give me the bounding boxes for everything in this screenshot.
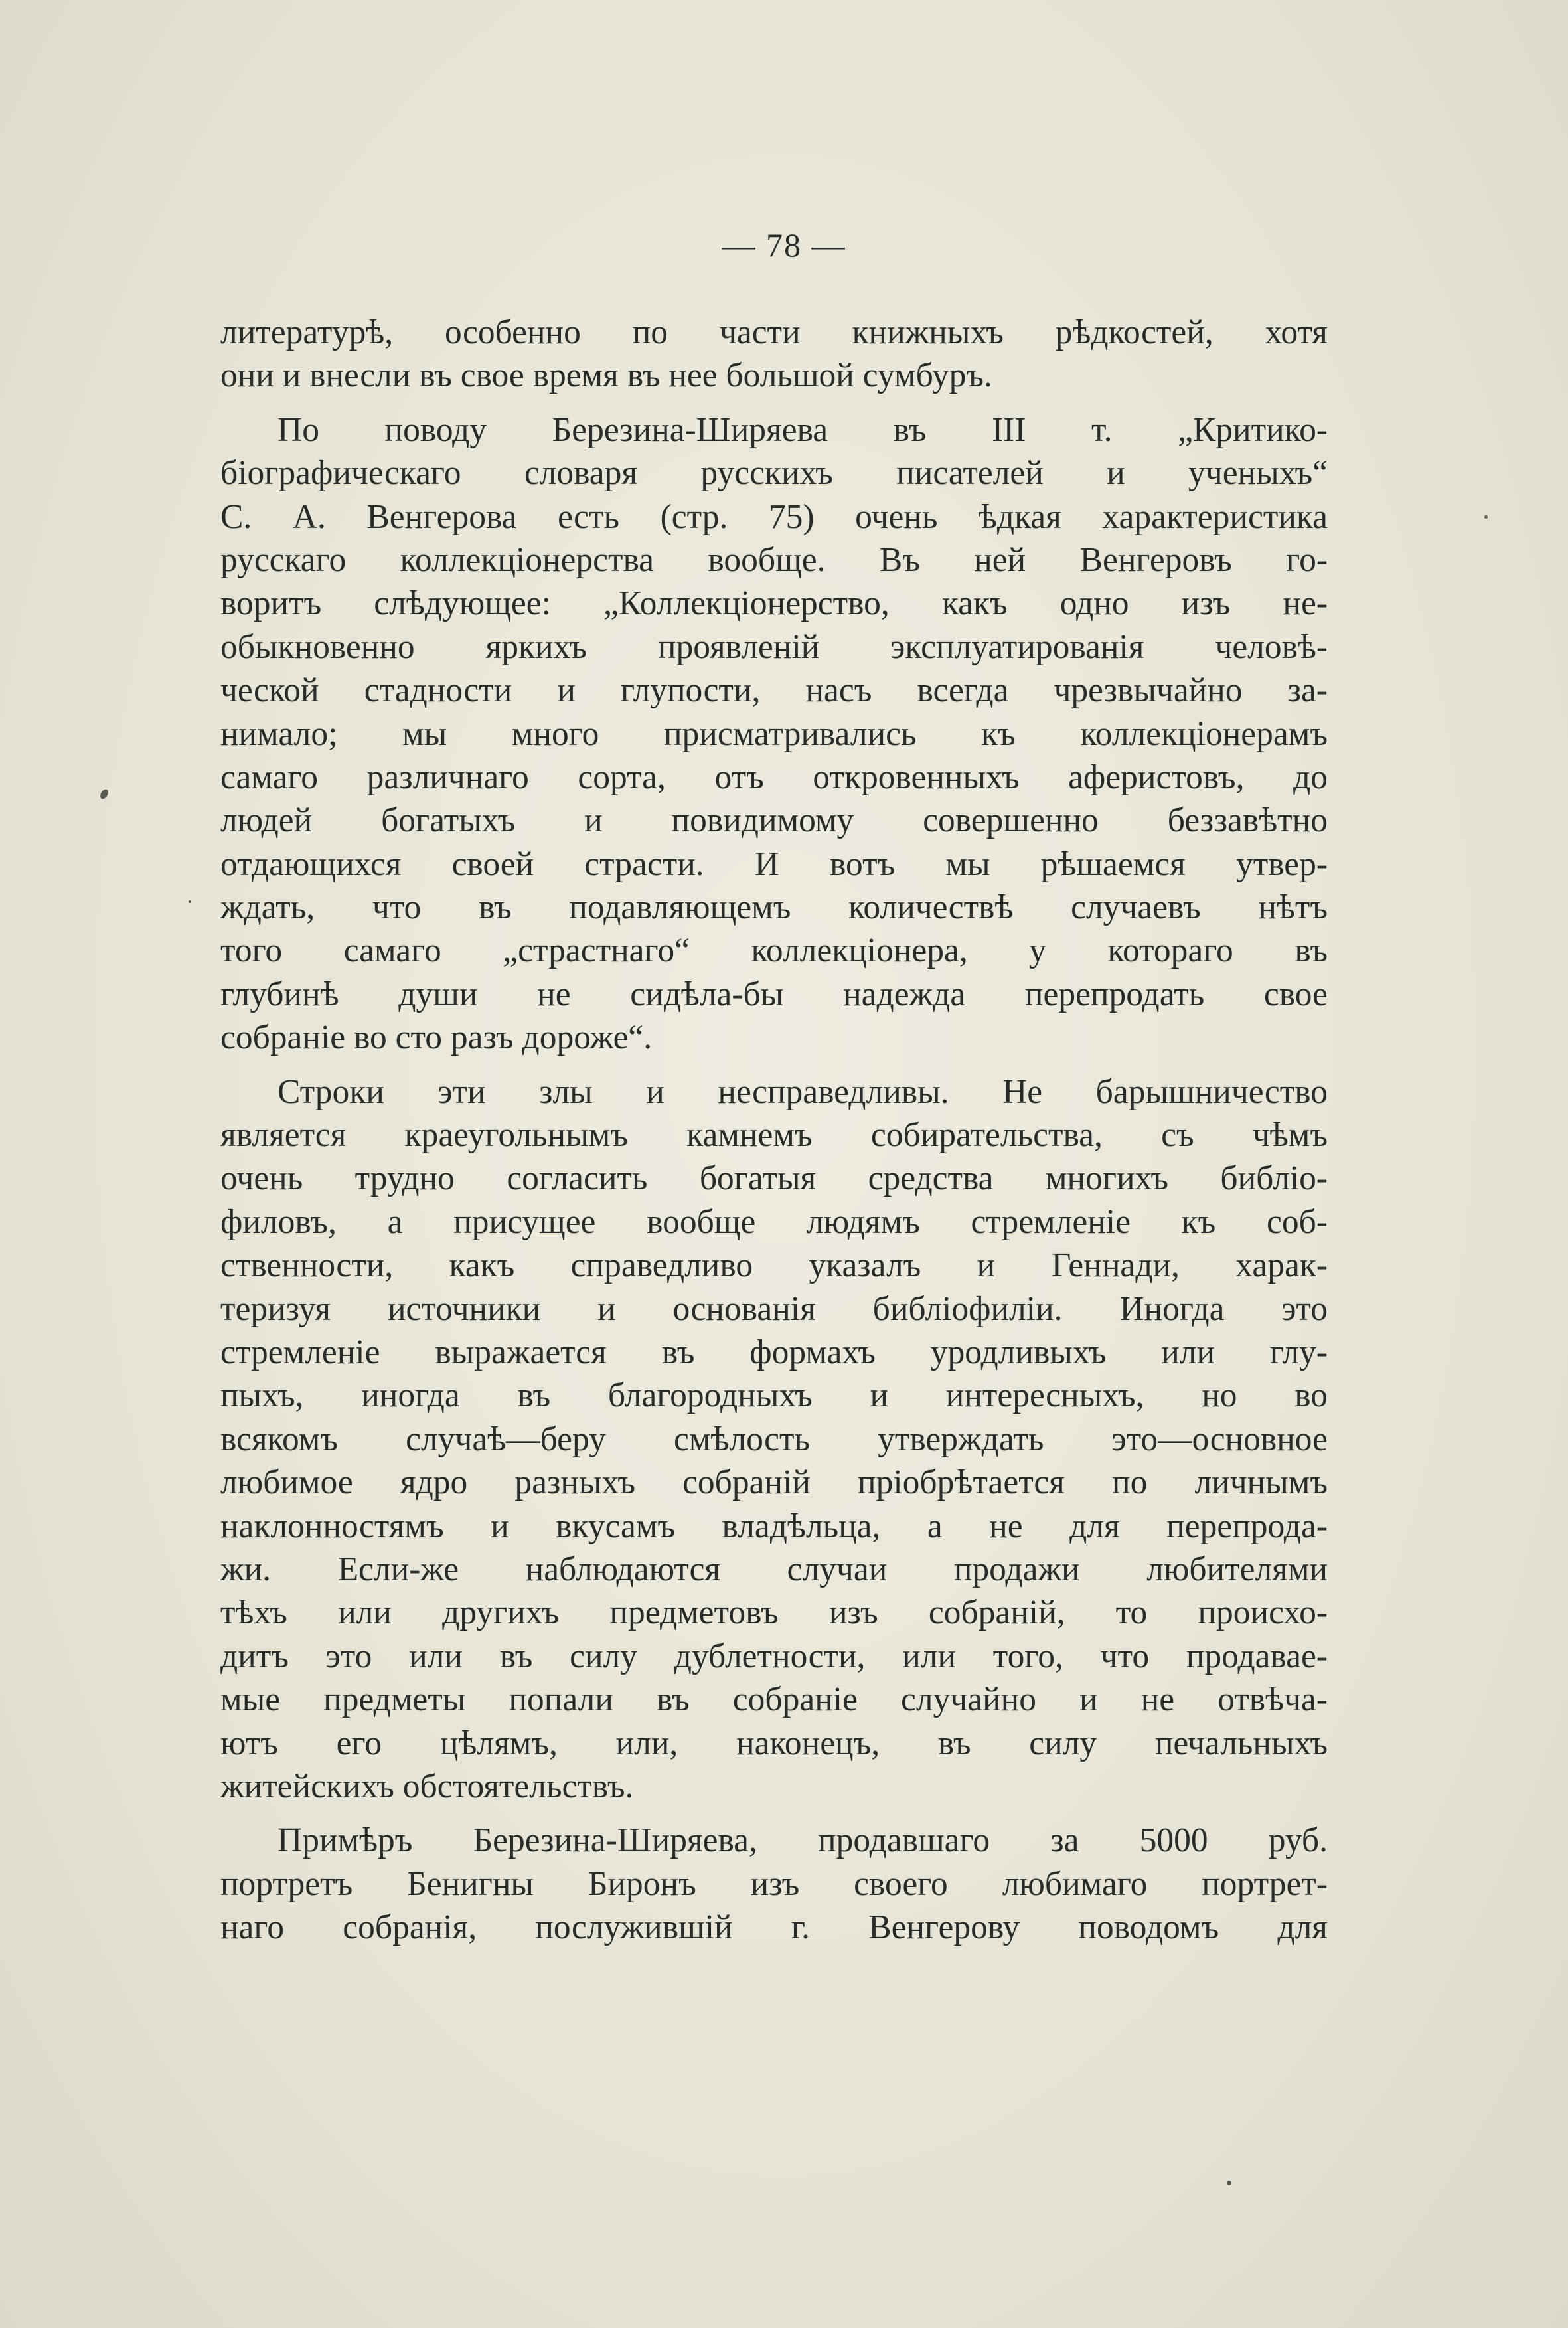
text-line: нимало; мы много присматривались къ коллекціонерамъ: [220, 714, 1328, 753]
text-line: глубинѣ души не сидѣла-бы надежда перепродать свое: [220, 975, 1328, 1013]
text-line: наго собранія, послужившій г. Венгерову поводомъ для: [220, 1908, 1328, 1947]
text-line: отдающихся своей страсти. И вотъ мы рѣшаемся утвер-: [220, 845, 1328, 883]
text-line: самаго различнаго сорта, отъ откровенныхъ аферистовъ, до: [220, 758, 1328, 796]
text-line: Примѣръ Березина-Ширяева, продавшаго за 5000 руб.: [277, 1821, 1328, 1860]
text-line: филовъ, а присущее вообще людямъ стремленіе къ соб-: [220, 1203, 1328, 1241]
text-line: обыкновенно яркихъ проявленій эксплуатированія человѣ-: [220, 627, 1328, 666]
text-line: того самаго „страстнаго“ коллекціонера, у котораго въ: [220, 932, 1328, 970]
paragraph: [220, 408, 1328, 1060]
paragraph: [220, 1819, 1328, 1949]
body-text: [220, 311, 1328, 1949]
text-line: является краеугольнымъ камнемъ собирательства, съ чѣмъ: [220, 1116, 1328, 1155]
ink-speck: [1227, 2181, 1231, 2185]
ink-speck: [189, 900, 191, 903]
text-line: дитъ это или въ силу дублетности, или того, что продавае-: [220, 1637, 1328, 1675]
page-number: — 78 —: [722, 226, 846, 264]
text-line: ческой стадности и глупости, насъ всегда чрезвычайно за-: [220, 671, 1328, 710]
text-line: пыхъ, иногда въ благородныхъ и интересныхъ, но во: [220, 1376, 1328, 1415]
text-line: По поводу Березина-Ширяева въ III т. „Критико-: [277, 410, 1328, 449]
text-line: людей богатыхъ и повидимому совершенно беззавѣтно: [220, 801, 1328, 840]
text-line: портретъ Бенигны Биронъ изъ своего любимаго портрет-: [220, 1865, 1328, 1903]
paragraph-gap: [220, 1060, 1328, 1070]
text-line: ютъ его цѣлямъ, или, наконецъ, въ силу печальныхъ: [220, 1724, 1328, 1762]
text-line: ждать, что въ подавляющемъ количествѣ случаевъ нѣтъ: [220, 888, 1328, 927]
text-line: очень трудно согласить богатыя средства многихъ библіо-: [220, 1159, 1328, 1198]
text-line: любимое ядро разныхъ собраній пріобрѣтается по личнымъ: [220, 1463, 1328, 1502]
text-line: тѣхъ или другихъ предметовъ изъ собраній, то происхо-: [220, 1594, 1328, 1632]
text-line: житейскихъ обстоятельствъ.: [220, 1767, 634, 1805]
paragraph-gap: [220, 1808, 1328, 1819]
text-line: жи. Если-же наблюдаются случаи продажи любителями: [220, 1550, 1328, 1588]
text-line: литературѣ, особенно по части книжныхъ рѣдкостей, хотя: [220, 313, 1328, 351]
text-line: ственности, какъ справедливо указалъ и Геннади, харак-: [220, 1246, 1328, 1285]
text-line: біографическаго словаря русскихъ писателей и ученыхъ“: [220, 454, 1328, 493]
text-line: Строки эти злы и несправедливы. Не барышничество: [277, 1072, 1328, 1111]
text-line: всякомъ случаѣ—беру смѣлость утверждать это—основное: [220, 1420, 1328, 1458]
text-line: теризуя источники и основанія библіофиліи. Иногда это: [220, 1289, 1328, 1328]
paragraph: [220, 1070, 1328, 1809]
text-line: воритъ слѣдующее: „Коллекціонерство, какъ одно изъ не-: [220, 584, 1328, 623]
ink-speck: [1484, 515, 1488, 519]
text-line: они и внесли въ свое время въ нее большой сумбуръ.: [220, 357, 992, 395]
text-line: наклонностямъ и вкусамъ владѣльца, а не для перепрода-: [220, 1507, 1328, 1545]
paragraph-gap: [220, 398, 1328, 408]
text-line: собраніе во сто разъ дороже“.: [220, 1019, 653, 1057]
text-line: С. А. Венгерова есть (стр. 75) очень ѣдкая характеристика: [220, 497, 1328, 536]
text-line: стремленіе выражается въ формахъ уродливыхъ или глу-: [220, 1333, 1328, 1371]
text-line: мые предметы попали въ собраніе случайно и не отвѣча-: [220, 1681, 1328, 1719]
ink-speck: [99, 788, 110, 801]
text-line: русскаго коллекціонерства вообще. Въ ней Венгеровъ го-: [220, 540, 1328, 579]
paragraph: [220, 311, 1328, 398]
